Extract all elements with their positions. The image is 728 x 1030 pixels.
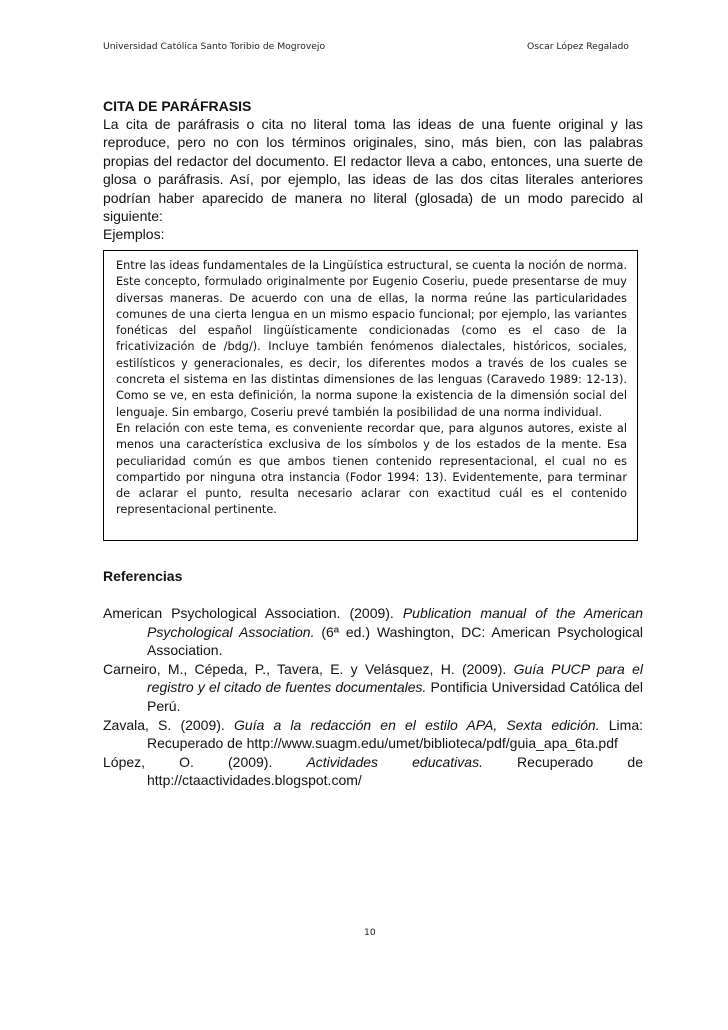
references-title: Referencias bbox=[103, 568, 183, 584]
reference-text: Recuperado de http://ctaactividades.blogspot.com/ bbox=[147, 753, 643, 789]
reference-text: Pontificia Universidad Católica del Perú. bbox=[147, 679, 644, 714]
reference-item bbox=[103, 716, 643, 753]
reference-title: Publication manual of the American Psychological Association. bbox=[147, 605, 644, 640]
reference-item bbox=[103, 604, 643, 660]
header-author: Oscar López Regalado bbox=[527, 41, 629, 52]
example-box bbox=[103, 250, 638, 541]
paraphrase-section bbox=[103, 97, 643, 243]
header-institution: Universidad Católica Santo Toribio de Mogrovejo bbox=[103, 41, 326, 52]
reference-item bbox=[103, 660, 643, 716]
reference-item bbox=[103, 753, 643, 790]
reference-text: López, O. (2009). bbox=[103, 753, 307, 770]
reference-title: Guía a la redacción en el estilo APA, Sexta edición. bbox=[233, 716, 600, 733]
reference-text: American Psychological Association. (2009). bbox=[103, 605, 403, 621]
reference-text: Carneiro, M., Cépeda, P., Tavera, E. y Velásquez, H. (2009). bbox=[103, 660, 514, 677]
reference-text: (6ª ed.) Washington, DC: American Psychological Association. bbox=[147, 623, 643, 659]
reference-title: Guía PUCP para el registro y el citado de fuentes documentales. bbox=[147, 660, 643, 696]
reference-text: Lima: Recuperado de http://www.suagm.edu/umet/biblioteca/pdf/guia_apa_6ta.pdf bbox=[147, 716, 643, 752]
references-section bbox=[103, 567, 643, 790]
section-title: CITA DE PARÁFRASIS bbox=[103, 98, 252, 114]
reference-title: Actividades educativas. bbox=[306, 753, 483, 770]
examples-label: Ejemplos: bbox=[103, 226, 165, 243]
section-paragraph: La cita de paráfrasis o cita no literal toma las ideas de una fuente original y las reproduce, pero no con los términos originales, sino, más bien, con las palabras propias del redactor del documento. El redactor lleva a cabo, entonces, una suerte de glosa o paráfrasis. Así, por ejemplo, las ideas de las dos citas literales anteriores podrían haber aparecido de manera no literal (glosada) de un modo parecido al siguiente: bbox=[103, 116, 643, 225]
example-paragraph-1: Entre las ideas fundamentales de la Lingüística estructural, se cuenta la noción de norma. Este concepto, formulado originalmente por Eugenio Coseriu, puede presentarse de muy diversas maneras. De acuerdo con una de ellas, la norma reúne las particularidades comunes de una cierta lengua en un mismo espacio funcional; por ejemplo, las variantes fonéticas del español lingüísticamente condicionadas (como es el caso de la fricativización de /bdg/). Incluye también fenómenos dialectales, históricos, sociales, estilísticos y generacionales, es decir, los diferentes modos a través de los cuales se concreta el sistema en las distintas dimensiones de las lenguas (Caravedo 1989: 12-13). Como se ve, en esta definición, la norma supone la existencia de la dimensión social del lenguaje. Sin embargo, Coseriu prevé también la posibilidad de una norma individual. bbox=[116, 259, 627, 419]
page-number: 10 bbox=[364, 927, 376, 938]
example-paragraph-2: En relación con este tema, es conveniente recordar que, para algunos autores, existe al menos una característica exclusiva de los símbolos y de los estados de la mente. Esa peculiaridad común es que ambos tienen contenido representacional, el cual no es compartido por ninguna otra instancia (Fodor 1994: 13). Evidentemente, para terminar de aclarar el punto, resulta necesario aclarar con exactitud cuál es el contenido representacional pertinente. bbox=[116, 421, 627, 517]
reference-text: Zavala, S. (2009). bbox=[103, 716, 234, 733]
